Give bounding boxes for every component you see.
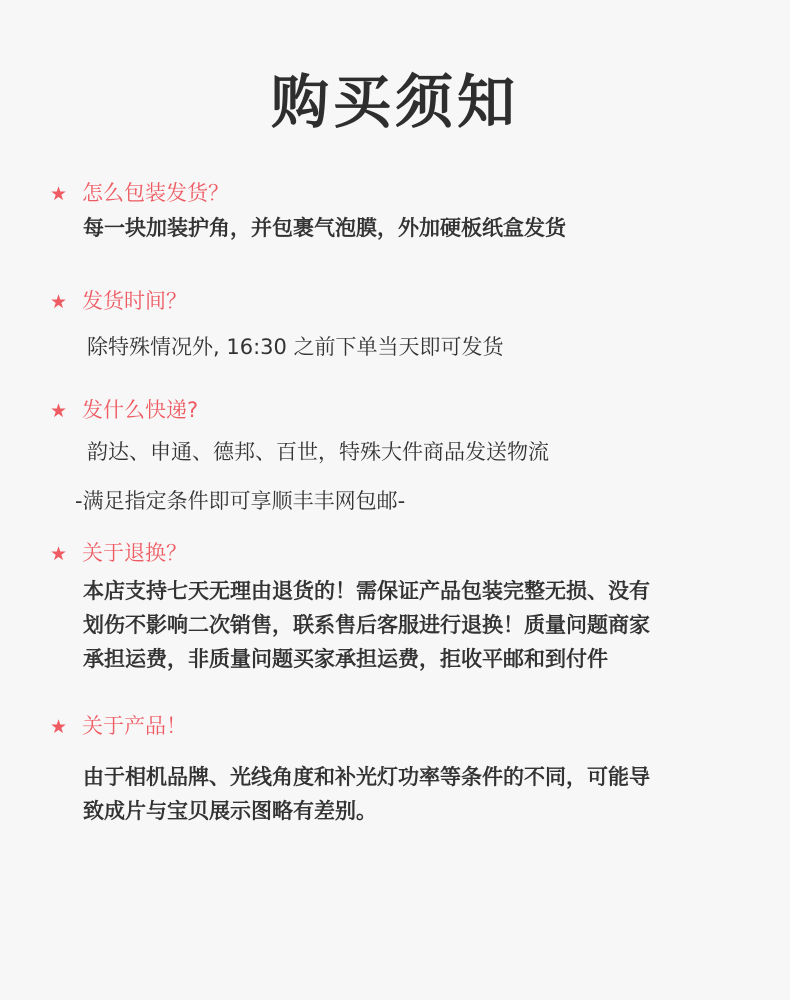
faq-answer-line: 划伤不影响二次销售，联系售后客服进行退换！质量问题商家 (83, 613, 650, 637)
faq-question-text: 发什么快递? (82, 398, 199, 422)
faq-answer-packaging (83, 211, 566, 245)
faq-question-text: 关于产品！ (82, 714, 187, 738)
faq-question-text: 发货时间？ (82, 289, 187, 313)
faq-answer-line: 每一块加装护角，并包裹气泡膜，外加硬板纸盒发货 (83, 216, 566, 240)
star-icon: ★ (50, 543, 68, 565)
faq-question-text: 关于退换？ (82, 541, 187, 565)
faq-question-product (50, 711, 187, 741)
star-icon: ★ (50, 183, 68, 205)
faq-answer-shipping-time (87, 330, 504, 364)
faq-question-shipping-time (50, 286, 187, 316)
star-icon: ★ (50, 716, 68, 738)
faq-answer-line: 除特殊情况外, 16:30 之前下单当天即可发货 (87, 335, 504, 359)
faq-answer-line: 致成片与宝贝展示图略有差别。 (83, 799, 377, 823)
faq-answer-line: 韵达、申通、德邦、百世，特殊大件商品发送物流 (87, 440, 549, 464)
star-icon: ★ (50, 400, 68, 422)
faq-answer-line: 由于相机品牌、光线角度和补光灯功率等条件的不同，可能导 (83, 765, 650, 789)
page-title: 购买须知 (270, 68, 519, 136)
faq-question-courier (50, 395, 198, 425)
faq-answer-courier (87, 435, 549, 469)
faq-question-text: 怎么包装发货？ (82, 181, 229, 205)
star-icon: ★ (50, 291, 68, 313)
faq-answer-line: 本店支持七天无理由退货的！需保证产品包装完整无损、没有 (83, 579, 650, 603)
faq-question-packaging (50, 178, 229, 208)
faq-note-free-shipping: -满足指定条件即可享顺丰丰网包邮- (75, 489, 406, 513)
faq-question-returns (50, 538, 187, 568)
faq-answer-returns (83, 574, 650, 676)
faq-answer-product (83, 760, 650, 828)
faq-answer-line: 承担运费，非质量问题买家承担运费，拒收平邮和到付件 (83, 647, 608, 671)
